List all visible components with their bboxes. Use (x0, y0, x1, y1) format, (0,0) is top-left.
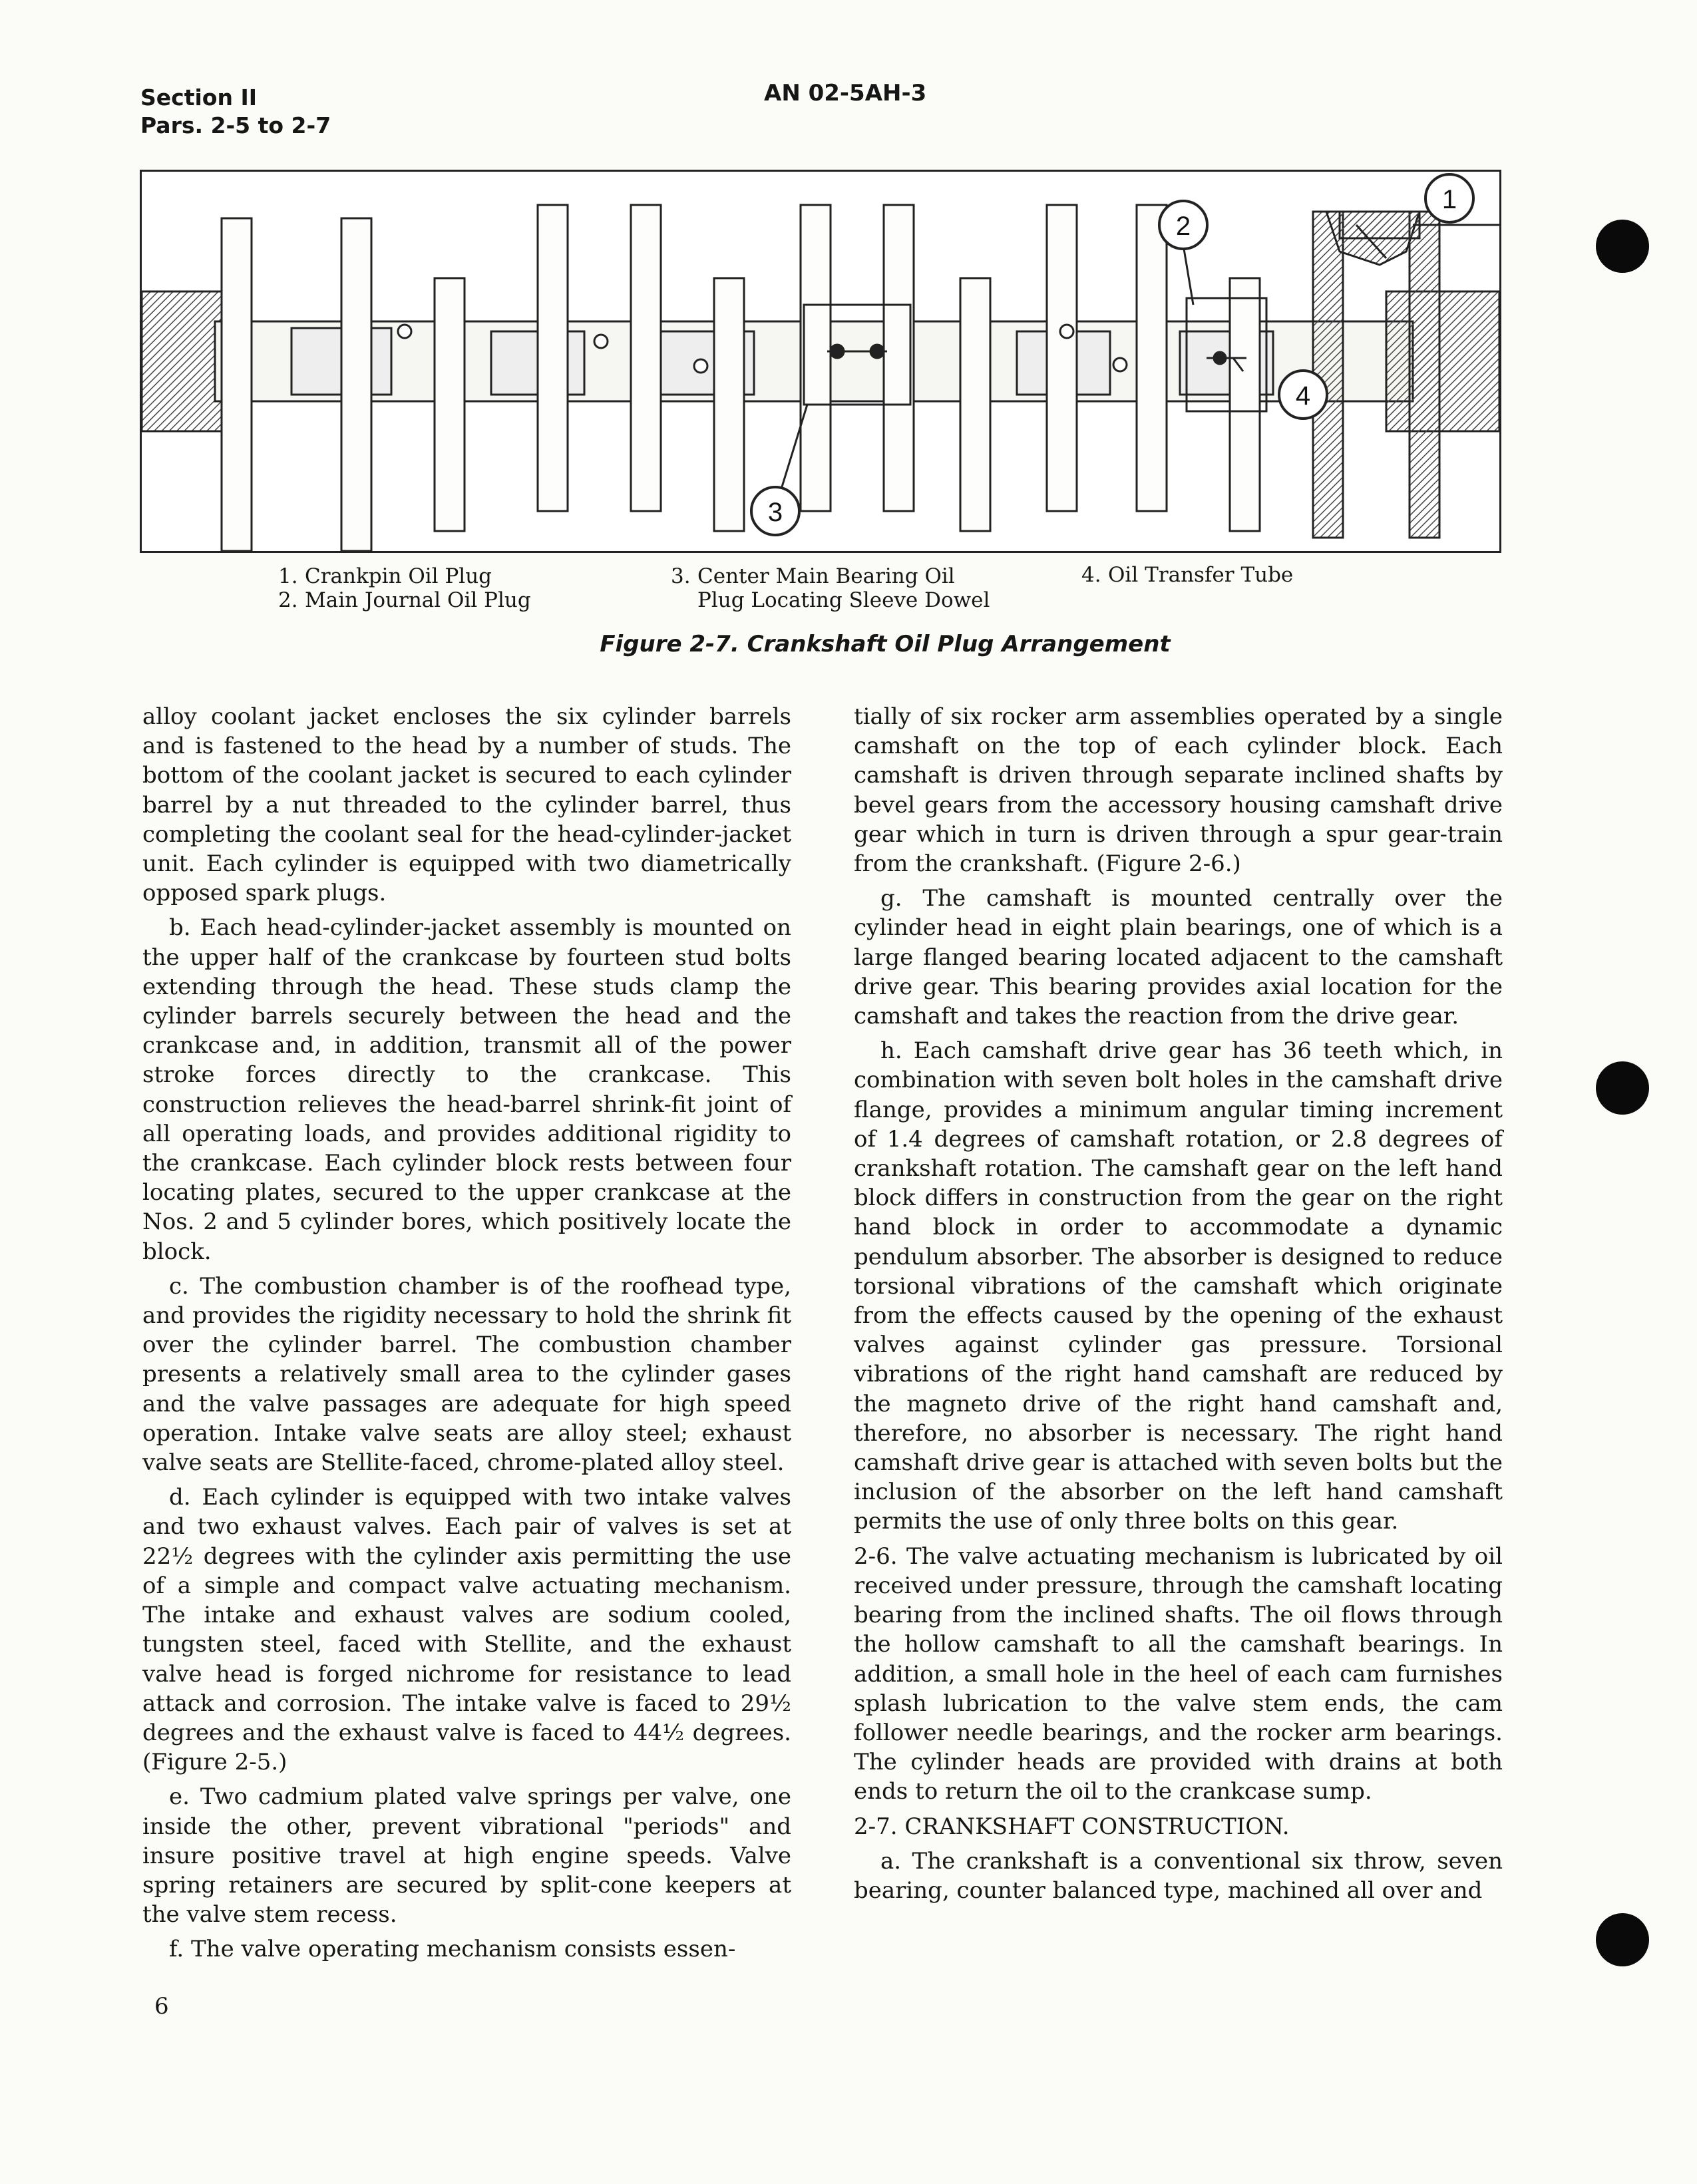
legend-number: 4. (1081, 563, 1101, 587)
legend-item-3 (671, 564, 955, 588)
legend-label: Center Main Bearing Oil (697, 564, 955, 588)
paragraph: tially of six rocker arm assemblies operated by a single camshaft on the top of each cylinder block. Each camshaft is driven through separate inclined shafts by bevel gears from the accessory housing camshaft drive gear which in turn is driven through a spur gear-train from the crankshaft. (Figure 2-6.) (854, 703, 1503, 878)
legend-number: 1. (278, 564, 298, 588)
legend-item-2 (278, 588, 531, 612)
callout-4-label: 4 (1295, 381, 1311, 411)
page-number: 6 (154, 1993, 169, 2020)
callout-1 (1425, 174, 1473, 222)
legend-item-3-continued (671, 588, 990, 612)
paragraph: alloy coolant jacket encloses the six cylinder barrels and is fastened to the head by a number of studs. The bottom of the coolant jacket is secured to each cylinder barrel by a nut threaded to the cylinder barrel, thus completing the coolant seal for the head-cylinder-jacket unit. Each cylinder is equipped with two diametrically opposed spark plugs. (142, 703, 791, 907)
callout-1-label: 1 (1441, 185, 1457, 214)
legend-item-1 (278, 564, 492, 588)
crankshaft-drawing (142, 172, 1499, 551)
binder-hole-bottom (1596, 1913, 1649, 1966)
section-label: Section II (140, 85, 258, 110)
paragraph: e. Two cadmium plated valve springs per valve, one inside the other, prevent vibrational "periods" and insure positive travel at high engine speeds. Valve spring retainers are secured by split-cone keepers at the valve stem recess. (142, 1783, 791, 1928)
callout-4 (1279, 371, 1327, 419)
document-number: AN 02-5AH-3 (764, 80, 927, 106)
paragraph-range: Pars. 2-5 to 2-7 (140, 112, 331, 138)
legend-number: 3. (671, 564, 691, 588)
paragraph: f. The valve operating mechanism consists essen- (169, 1936, 736, 1963)
binder-hole-top (1596, 220, 1649, 273)
paragraph: a. The crankshaft is a conventional six throw, seven bearing, counter balanced type, machined all over and (854, 1847, 1503, 1904)
section-heading: 2-7. CRANKSHAFT CONSTRUCTION. (854, 1813, 1290, 1840)
legend-label: Main Journal Oil Plug (305, 588, 531, 612)
left-column (142, 702, 791, 1970)
crankshaft-figure (140, 170, 1501, 553)
callout-3-label: 3 (767, 498, 783, 527)
paragraph: g. The camshaft is mounted centrally over the cylinder head in eight plain bearings, one of which is a large flanged bearing located adjacent to the camshaft drive gear. This bearing provides axial location for the camshaft and takes the reaction from the drive gear. (854, 885, 1503, 1030)
section-header (140, 84, 331, 140)
callout-3 (751, 487, 799, 535)
callout-2-label: 2 (1175, 212, 1191, 241)
paragraph: h. Each camshaft drive gear has 36 teeth which, in combination with seven bolt holes in the camshaft drive flange, provides a minimum angular timing increment of 1.4 degrees of camshaft rotation, or 2.8 degrees of crankshaft rotation. The camshaft gear on the left hand block differs in construction from the gear on the right hand block in order to accommodate a dynamic pendulum absorber. The absorber is designed to reduce torsional vibrations of the camshaft which originate from the effects caused by the opening of the exhaust valves against cylinder gas pressure. Torsional vibrations of the right hand camshaft are reduced by the magneto drive of the right hand camshaft and, therefore, no absorber is necessary. The right hand camshaft drive gear is attached with seven bolts but the inclusion of the absorber on the left hand camshaft permits the use of only three bolts on this gear. (854, 1037, 1503, 1535)
paragraph: 2-6. The valve actuating mechanism is lubricated by oil received under pressure, through the camshaft locating bearing from the inclined shafts. The oil flows through the hollow camshaft to all the camshaft bearings. In addition, a small hole in the heel of each cam furnishes splash lubrication to the valve stem ends, the cam follower needle bearings, and the rocker arm bearings. The cylinder heads are provided with drains at both ends to return the oil to the crankcase sump. (854, 1543, 1503, 1805)
legend-item-4 (1081, 563, 1293, 587)
callout-2 (1159, 201, 1207, 249)
legend-label: Plug Locating Sleeve Dowel (697, 588, 990, 612)
paragraph: b. Each head-cylinder-jacket assembly is mounted on the upper half of the crankcase by fourteen stud bolts extending through the head. These studs clamp the cylinder barrels securely between the head and the crankcase and, in addition, transmit all of the power stroke forces directly to the crankcase. This construction relieves the head-barrel shrink-fit joint of all operating loads, and provides additional rigidity to the crankcase. Each cylinder block rests between four locating plates, secured to the upper crankcase at the Nos. 2 and 5 cylinder bores, which positively locate the block. (142, 914, 791, 1265)
legend-label: Oil Transfer Tube (1108, 563, 1294, 587)
legend-label: Crankpin Oil Plug (305, 564, 492, 588)
paragraph: d. Each cylinder is equipped with two intake valves and two exhaust valves. Each pair of valves is set at 22½ degrees with the cylinder axis permitting the use of a simple and compact valve actuating mechanism. The intake and exhaust valves are sodium cooled, tungsten steel, faced with Stellite, and the exhaust valve head is forged nichrome for resistance to lead attack and corrosion. The intake valve is faced to 29½ degrees and the exhaust valve is faced to 44½ degrees. (Figure 2-5.) (142, 1484, 791, 1776)
paragraph: c. The combustion chamber is of the roofhead type, and provides the rigidity necessary to hold the shrink fit over the cylinder barrel. The combustion chamber presents a relatively small area to the cylinder gases and the valve passages are adequate for high speed operation. Intake valve seats are alloy steel; exhaust valve seats are Stellite-faced, chrome-plated alloy steel. (142, 1272, 791, 1477)
figure-caption: Figure 2-7. Crankshaft Oil Plug Arrangement (600, 631, 1171, 657)
right-column (854, 702, 1503, 1911)
legend-number: 2. (278, 588, 298, 612)
binder-hole-middle (1596, 1061, 1649, 1115)
